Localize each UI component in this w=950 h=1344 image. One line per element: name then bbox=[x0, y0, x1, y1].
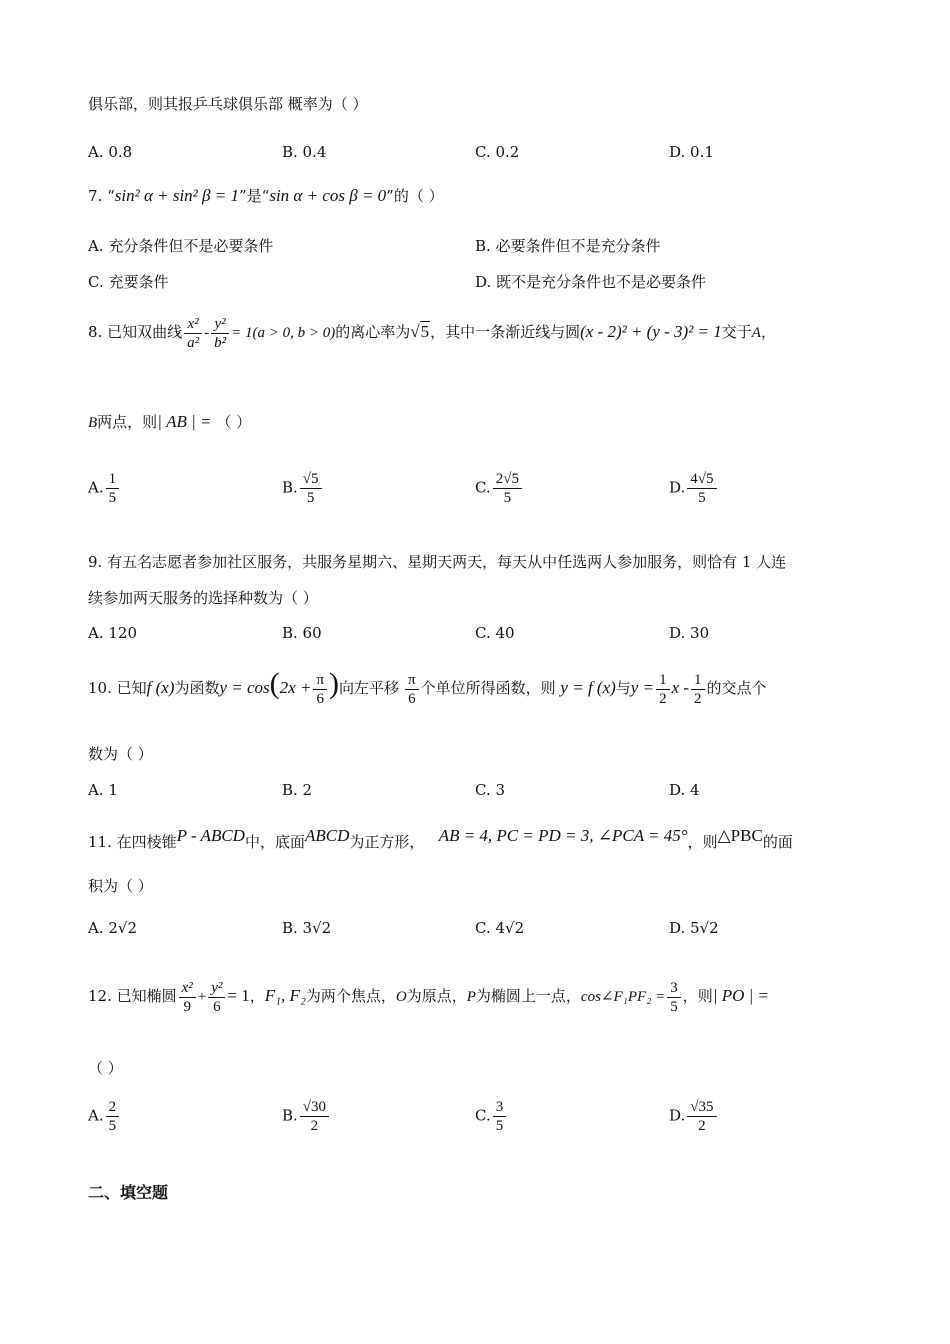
q8-frac-x: $\frac{\text{x²}}{\text{a²}}$ bbox=[184, 315, 202, 352]
q8-option-a[interactable]: A. $\frac{1}{5}$ bbox=[88, 470, 121, 507]
q8-option-d[interactable]: D. $\frac{4√5}{5}$ bbox=[669, 470, 719, 507]
q10-line2: 数为（ ） bbox=[88, 745, 153, 763]
q6-option-b[interactable]: B. 0.4 bbox=[282, 143, 327, 161]
q9-option-d[interactable]: D. 30 bbox=[669, 624, 710, 642]
q10-option-b[interactable]: B. 2 bbox=[282, 781, 313, 799]
q8-frac-y: $\frac{\text{y²}}{\text{b²}}$ bbox=[211, 315, 229, 352]
q12-option-c[interactable]: C. $\frac{3}{5}$ bbox=[475, 1098, 508, 1135]
q8-option-b[interactable]: B. $\frac{√5}{5}$ bbox=[282, 470, 324, 507]
q9-line1: 9. 有五名志愿者参加社区服务，共服务星期六、星期天两天，每天从中任选两人参加服务，则恰有 1 人连 bbox=[88, 553, 787, 571]
q11-stem: 11. 在四棱锥P - ABCD中，底面ABCD为正方形， AB = 4, PC = PD = 3, ∠PCA = 45°，则△PBC的面 bbox=[88, 826, 793, 851]
q11-line2: 积为（ ） bbox=[88, 877, 153, 895]
q7-option-a[interactable]: A. 充分条件但不是必要条件 bbox=[88, 237, 274, 255]
q7-expr2: sin α + cos β = 0 bbox=[269, 186, 387, 205]
q8-stem: 8. 已知双曲线 $\frac{\text{x²}}{\text{a²}}$ - $\frac{\text{y²}}{\text{b²}}$ = 1(a > 0, b > 0)的离心率为√5，其中一条渐近线与圆(x - 2)² + (y - 3)² = 1交于A， bbox=[88, 315, 776, 351]
q6-option-d[interactable]: D. 0.1 bbox=[669, 143, 714, 161]
q9-option-c[interactable]: C. 40 bbox=[475, 624, 515, 642]
q12-option-d[interactable]: D. $\frac{√35}{2}$ bbox=[669, 1098, 719, 1135]
q10-option-c[interactable]: C. 3 bbox=[475, 781, 506, 799]
q11-option-d[interactable]: D. 5√2 bbox=[669, 919, 719, 937]
q11-option-b[interactable]: B. 3√2 bbox=[282, 919, 332, 937]
q7-option-d[interactable]: D. 既不是充分条件也不是必要条件 bbox=[475, 273, 707, 291]
q10-option-d[interactable]: D. 4 bbox=[669, 781, 700, 799]
q7-stem: 7. “sin² α + sin² β = 1”是“sin α + cos β = 0”的（ ） bbox=[88, 186, 444, 205]
q8-line2: B两点，则| AB | = （ ） bbox=[88, 412, 252, 431]
section-heading: 二、填空题 bbox=[88, 1183, 169, 1202]
q12-stem: 12. 已知椭圆 $\frac{\text{x²}}{9}$ + $\frac{\text{y²}}{6}$ = 1，F₁, F₂为两个焦点，O为原点，P为椭圆上一点，cos∠F₁PF₂ = $\frac{3}{5}$ ，则| PO | = bbox=[88, 979, 770, 1015]
q7-option-c[interactable]: C. 充要条件 bbox=[88, 273, 169, 291]
q7-expr1: sin² α + sin² β = 1 bbox=[114, 186, 239, 205]
q10-option-a[interactable]: A. 1 bbox=[88, 781, 118, 799]
q12-line2: （ ） bbox=[88, 1059, 123, 1077]
q8-option-c[interactable]: C. $\frac{2√5}{5}$ bbox=[475, 470, 524, 507]
q11-option-c[interactable]: C. 4√2 bbox=[475, 919, 525, 937]
q12-option-a[interactable]: A. $\frac{2}{5}$ bbox=[88, 1098, 121, 1135]
q6-option-c[interactable]: C. 0.2 bbox=[475, 143, 520, 161]
q6-option-a[interactable]: A. 0.8 bbox=[88, 143, 133, 161]
q10-stem: 10. 已知f (x)为函数y = cos(2x + $\frac{\pi}{6}$ )向左平移 $\frac{\pi}{6}$ 个单位所得函数，则 y = f (x)与y = $\frac{1}{2}$ x - $\frac{1}{2}$ 的交点个 bbox=[88, 667, 767, 707]
q12-option-b[interactable]: B. $\frac{√30}{2}$ bbox=[282, 1098, 331, 1135]
q11-option-a[interactable]: A. 2√2 bbox=[88, 919, 138, 937]
q7-option-b[interactable]: B. 必要条件但不是充分条件 bbox=[475, 237, 661, 255]
q9-option-a[interactable]: A. 120 bbox=[88, 624, 137, 642]
q6-tail: 俱乐部，则其报乒乓球俱乐部 概率为（ ） bbox=[88, 95, 368, 113]
q9-line2: 续参加两天服务的选择种数为（ ） bbox=[88, 589, 318, 607]
q8-circle: (x - 2)² + (y - 3)² = 1 bbox=[580, 322, 722, 341]
q9-option-b[interactable]: B. 60 bbox=[282, 624, 322, 642]
